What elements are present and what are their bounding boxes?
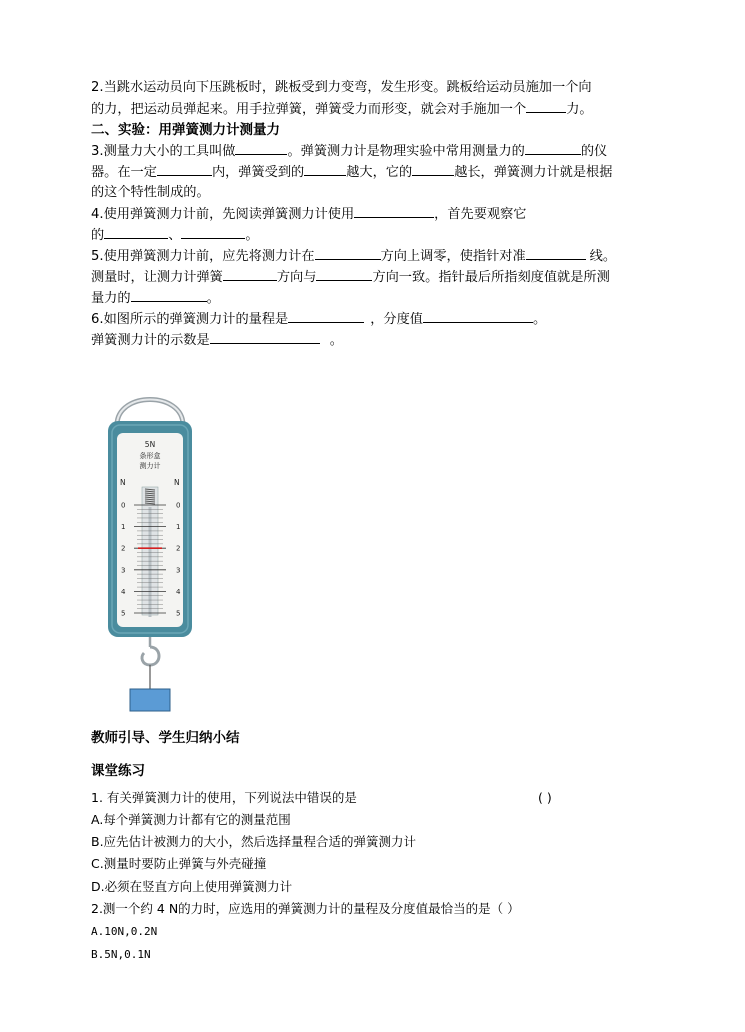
text: 4.使用弹簧测力计前，先阅读弹簧测力计使用 — [91, 207, 355, 222]
answer-blank[interactable] — [104, 225, 168, 239]
scale-max-label: 5N — [144, 440, 156, 449]
text: 方向上调零，使指针对准 — [380, 249, 526, 264]
text: 、 — [168, 228, 182, 243]
tick-label-right: 3 — [176, 566, 181, 575]
tick-label-left: 0 — [121, 501, 126, 510]
tick-label-left: 3 — [121, 566, 126, 575]
exercise-2-stem: 2.测一个约 4 N的力时，应选用的弹簧测力计的量程及分度值最恰当的是（ ） — [91, 901, 520, 916]
answer-blank[interactable] — [157, 162, 212, 176]
answer-blank[interactable] — [288, 309, 364, 323]
question-3-line-1 — [91, 141, 607, 162]
question-6-line-1 — [91, 309, 546, 330]
text: 内，弹簧受到的 — [211, 165, 305, 180]
exercise-2-option-b: B.5N,0.1N — [91, 948, 151, 961]
answer-blank[interactable] — [223, 267, 277, 281]
tick-label-left: 1 — [121, 523, 126, 532]
exercise-1-option-b: B.应先估计被测力的大小，然后选择量程合适的弹簧测力计 — [91, 834, 417, 849]
exercise-1-option-c: C.测量时要防止弹簧与外壳碰撞 — [91, 856, 267, 871]
answer-blank[interactable] — [181, 225, 245, 239]
answer-blank[interactable] — [354, 204, 434, 218]
text: ，分度值 — [370, 312, 423, 327]
tick-label-left: 4 — [121, 587, 126, 596]
spring-rod — [149, 507, 152, 617]
exercise-1-option-a: A.每个弹簧测力计都有它的测量范围 — [91, 812, 291, 827]
hanging-weight — [130, 689, 170, 711]
text: 。弹簧测力计是物理实验中常用测量力的 — [287, 144, 525, 159]
text: 力。 — [566, 102, 593, 117]
text: 的仪 — [580, 144, 608, 159]
question-5-line-3 — [91, 288, 220, 309]
question-4-line-2 — [91, 225, 259, 246]
answer-blank[interactable] — [315, 246, 381, 260]
unit-right: N — [174, 478, 180, 487]
answer-blank[interactable] — [316, 267, 372, 281]
text: 6.如图所示的弹簧测力计的量程是 — [91, 312, 289, 327]
unit-left: N — [120, 478, 126, 487]
exercise-2-option-a: A.10N,0.2N — [91, 925, 158, 938]
text: 方向与 — [276, 270, 317, 285]
tick-label-right: 0 — [176, 501, 181, 510]
tick-label-left: 5 — [121, 609, 126, 618]
text: 器。在一定 — [91, 165, 157, 180]
scale-name-line-2: 测力计 — [139, 462, 161, 470]
answer-blank[interactable] — [304, 162, 346, 176]
text: 。 — [532, 312, 547, 327]
section-heading-experiment: 二、实验：用弹簧测力计测量力 — [91, 122, 280, 138]
text: ，首先要观察它 — [434, 207, 527, 222]
spring-scale-figure — [100, 395, 200, 715]
text: 的这个特性制成的。 — [91, 185, 210, 200]
text: 越大，它的 — [346, 165, 413, 180]
paragraph-2-line-2 — [91, 99, 593, 120]
answer-blank[interactable] — [235, 141, 287, 155]
text: 。 — [206, 291, 220, 306]
question-6-line-2 — [91, 330, 343, 351]
question-4-line-1 — [91, 204, 526, 225]
text: 。 — [245, 228, 259, 243]
text: 5.使用弹簧测力计前，应先将测力计在 — [91, 249, 315, 264]
exercise-1-stem — [91, 788, 552, 808]
text: 量力的 — [91, 291, 131, 306]
answer-blank[interactable] — [210, 330, 320, 344]
question-3-line-2 — [91, 162, 612, 183]
text: 线。 — [589, 249, 617, 264]
text: 越长，弹簧测力计就是根据 — [454, 165, 613, 180]
text: 2.当跳水运动员向下压跳板时，跳板受到力变弯，发生形变。跳板给运动员施加一个向 — [91, 80, 592, 95]
answer-parentheses[interactable]: ( ) — [538, 790, 552, 805]
text: 的 — [91, 228, 105, 243]
scale-name-line-1: 条形盒 — [139, 452, 161, 460]
tick-label-right: 4 — [176, 587, 181, 596]
answer-blank[interactable] — [412, 162, 454, 176]
tick-label-right: 2 — [176, 544, 181, 553]
text: 弹簧测力计的示数是 — [91, 333, 210, 348]
heading-practice: 课堂练习 — [91, 763, 145, 779]
answer-blank[interactable] — [131, 288, 207, 302]
paragraph-2-line-1 — [91, 78, 592, 98]
answer-blank[interactable] — [526, 99, 566, 113]
answer-blank[interactable] — [525, 141, 581, 155]
question-5-line-2 — [91, 267, 610, 288]
text: 1. 有关弹簧测力计的使用，下列说法中错误的是 — [91, 790, 357, 805]
question-3-line-3 — [91, 183, 210, 203]
text: 的力，把运动员弹起来。用手拉弹簧，弹簧受力而形变，就会对手施加一个 — [91, 102, 527, 117]
hook — [142, 647, 159, 665]
question-5-line-1 — [91, 246, 616, 267]
tick-label-right: 1 — [176, 523, 181, 532]
tick-label-right: 5 — [176, 609, 181, 618]
heading-teacher-summary: 教师引导、学生归纳小结 — [91, 730, 240, 746]
text: 方向一致。指针最后所指刻度值就是所测 — [372, 270, 610, 285]
exercise-1-option-d: D.必须在竖直方向上使用弹簧测力计 — [91, 879, 293, 894]
text: 测量时，让测力计弹簧 — [91, 270, 223, 285]
answer-blank[interactable] — [423, 309, 533, 323]
tick-label-left: 2 — [121, 544, 126, 553]
text: 3.测量力大小的工具叫做 — [91, 144, 236, 159]
text: 。 — [329, 333, 343, 348]
answer-blank[interactable] — [526, 246, 586, 260]
